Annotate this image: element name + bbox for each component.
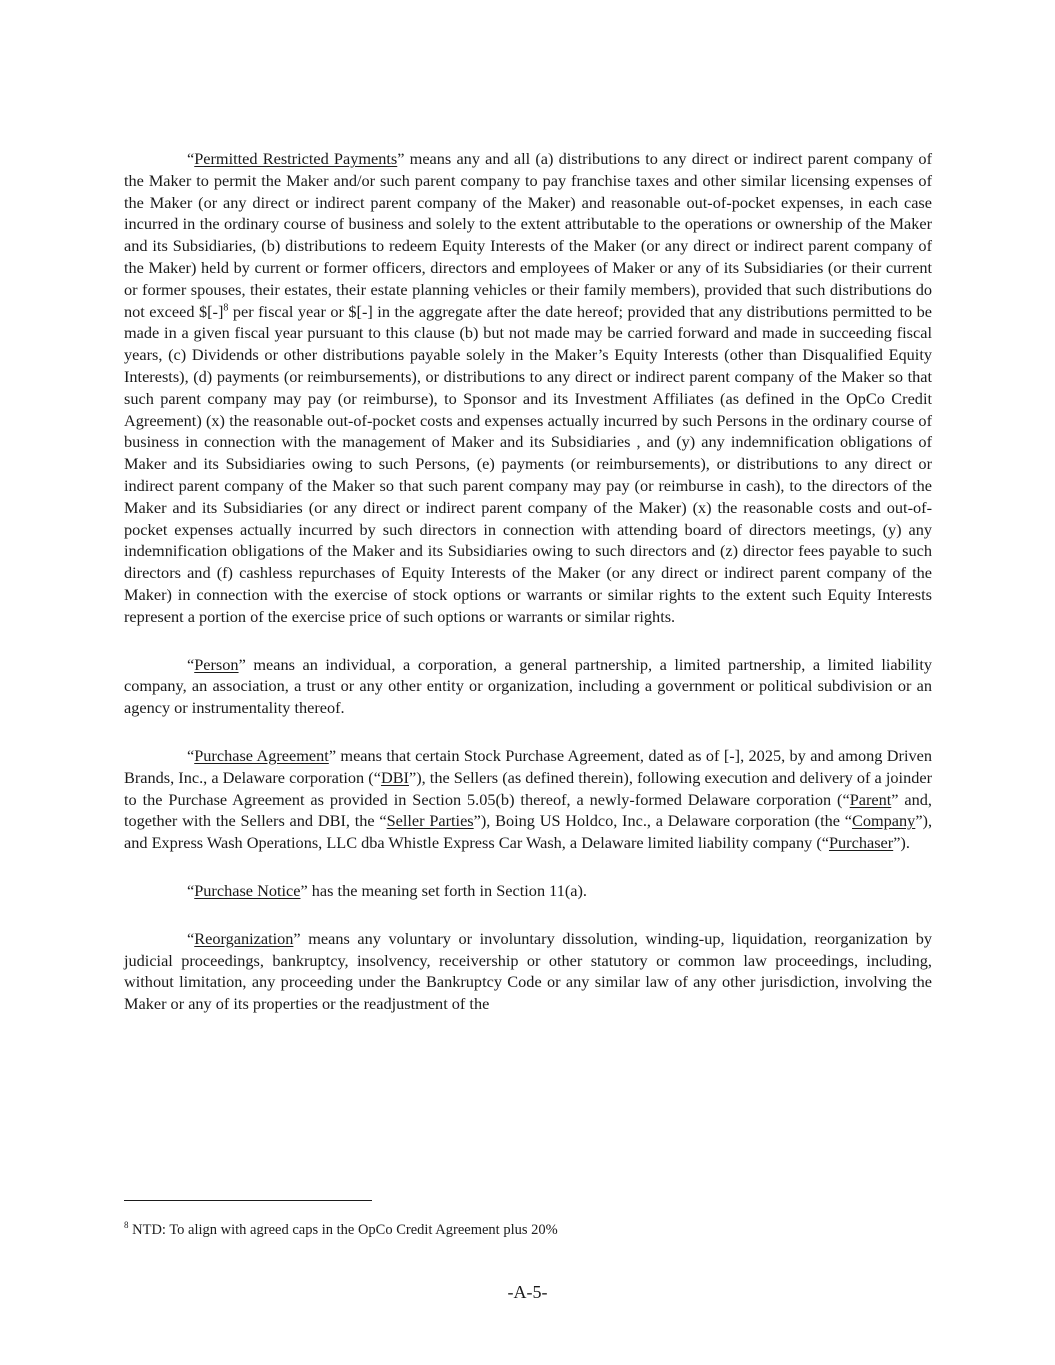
definition-text: ” means any and all (a) distributions to any direct or indirect parent company of the Maker to permit the Maker and/or such parent company to pay franchise taxes and other similar licensing expenses of the Maker (or any direct or indirect parent company of the Maker) and reasonable out-of-pocket expenses, in each case incurred in the ordinary course of business and solely to the extent attributable to the operations or ownership of the Maker and its Subsidiaries, (b) distributions to redeem Equity Interests of the Maker (or any direct or indirect parent company of the Maker) held by current or former officers, directors and employees of Maker or any of its Subsidiaries (or their current or former spouses, their estates, their estate planning vehicles or their family members), provided that such distributions do not exceed $[-] — [124, 149, 932, 321]
footnote — [124, 1221, 558, 1239]
definition-text: ” and, together with the Sellers and DBI, the “ — [124, 789, 933, 831]
defined-term: Person — [194, 654, 239, 674]
definition-text: ” means that certain Stock Purchase Agreement, dated as of [-], 2025, by and among Driven Brands, Inc., a Delaware corporation (“ — [124, 745, 932, 787]
definition-text: ” means any voluntary or involuntary dissolution, winding-up, liquidation, reorganization by judicial proceedings, bankruptcy, insolvency, receivership or other statutory or common law proceedings, including, without limitation, any proceeding under the Bankruptcy Code or any similar law of any other jurisdiction, involving the Maker or any of its properties or the readjustment of the — [124, 928, 932, 1014]
definition-text: ”), the Sellers (as defined therein), following execution and delivery of a joinder to the Purchase Agreement as provided in Section 5.05(b) thereof, a newly-formed Delaware corporation (“ — [124, 767, 933, 809]
page-number: -A-5- — [507, 1282, 548, 1302]
definition-text: ”), and Express Wash Operations, LLC dba Whistle Express Car Wash, a Delaware limited liability company (“ — [124, 811, 933, 853]
definition-text: ”), Boing US Holdco, Inc., a Delaware corporation (the “ — [473, 811, 852, 831]
defined-term: Purchase Agreement — [194, 745, 329, 765]
footnote-number: 8 — [124, 1220, 129, 1231]
defined-term-company: Company — [852, 811, 916, 831]
document-body — [124, 148, 932, 1015]
defined-term-purchaser: Purchaser — [828, 833, 894, 853]
defined-term: Reorganization — [194, 928, 294, 948]
definition-purchase-agreement — [124, 745, 932, 854]
defined-term-dbi: DBI — [380, 767, 409, 787]
definition-text: ” has the meaning set forth in Section 11(a). — [300, 880, 587, 900]
definition-purchase-notice — [124, 880, 932, 902]
open-quote: “ — [187, 149, 195, 168]
definition-person — [124, 654, 932, 719]
footnote-text: NTD: To align with agreed caps in the OpCo Credit Agreement plus 20% — [128, 1222, 558, 1238]
open-quote: “ — [187, 928, 195, 948]
definition-text: ”). — [893, 833, 910, 853]
defined-term: Permitted Restricted Payments — [194, 149, 398, 168]
defined-term-parent: Parent — [849, 789, 892, 809]
definition-text: ” means an individual, a corporation, a general partnership, a limited partnership, a limited liability company, an association, a trust or any other entity or organization, including a government or political subdivision or an agency or instrumentality thereof. — [124, 654, 932, 718]
open-quote: “ — [187, 654, 195, 674]
definition-permitted-restricted-payments — [124, 148, 932, 628]
defined-term-seller-parties: Seller Parties — [386, 811, 474, 831]
open-quote: “ — [187, 880, 195, 900]
defined-term: Purchase Notice — [194, 880, 301, 900]
definition-reorganization — [124, 928, 932, 1015]
footnote-reference[interactable]: 8 — [223, 302, 229, 314]
footnote-divider — [124, 1200, 372, 1201]
open-quote: “ — [187, 745, 195, 765]
definition-text: per fiscal year or $[-] in the aggregate after the date hereof; provided that any distributions permitted to be made in a given fiscal year pursuant to this clause (b) but not made may be carried forward and made in succeeding fiscal years, (c) Dividends or other distributions payable solely in the Maker’s Equity Interests (other than Disqualified Equity Interests), (d) payments (or reimbursements), or distributions to any direct or indirect parent company of the Maker so that such parent company may pay (or reimburse), to Sponsor and its Investment Affiliates (as defined in the OpCo Credit Agreement) (x) the reasonable out-of-pocket costs and expenses actually incurred by such Persons in the ordinary course of business in connection with the management of Maker and its Subsidiaries , and (y) any indemnification obligations of Maker and its Subsidiaries owing to such Persons, (e) payments (or reimbursements), or distributions to any direct or indirect parent company of the Maker so that such parent company may pay (or reimburse in cash), to the directors of the Maker and its Subsidiaries (or any direct or indirect parent company of the Maker) (x) the reasonable costs and out-of-pocket expenses actually incurred by such directors in connection with attending board of directors meetings, (y) any indemnification obligations of the Maker and its Subsidiaries owing to such directors and (z) director fees payable to such directors and (f) cashless repurchases of Equity Interests of the Maker (or any direct or indirect parent company of the Maker) in connection with the exercise of stock options or warrants or similar rights to the extent such Equity Interests represent a portion of the exercise price of such options or warrants or similar rights. — [124, 301, 932, 626]
